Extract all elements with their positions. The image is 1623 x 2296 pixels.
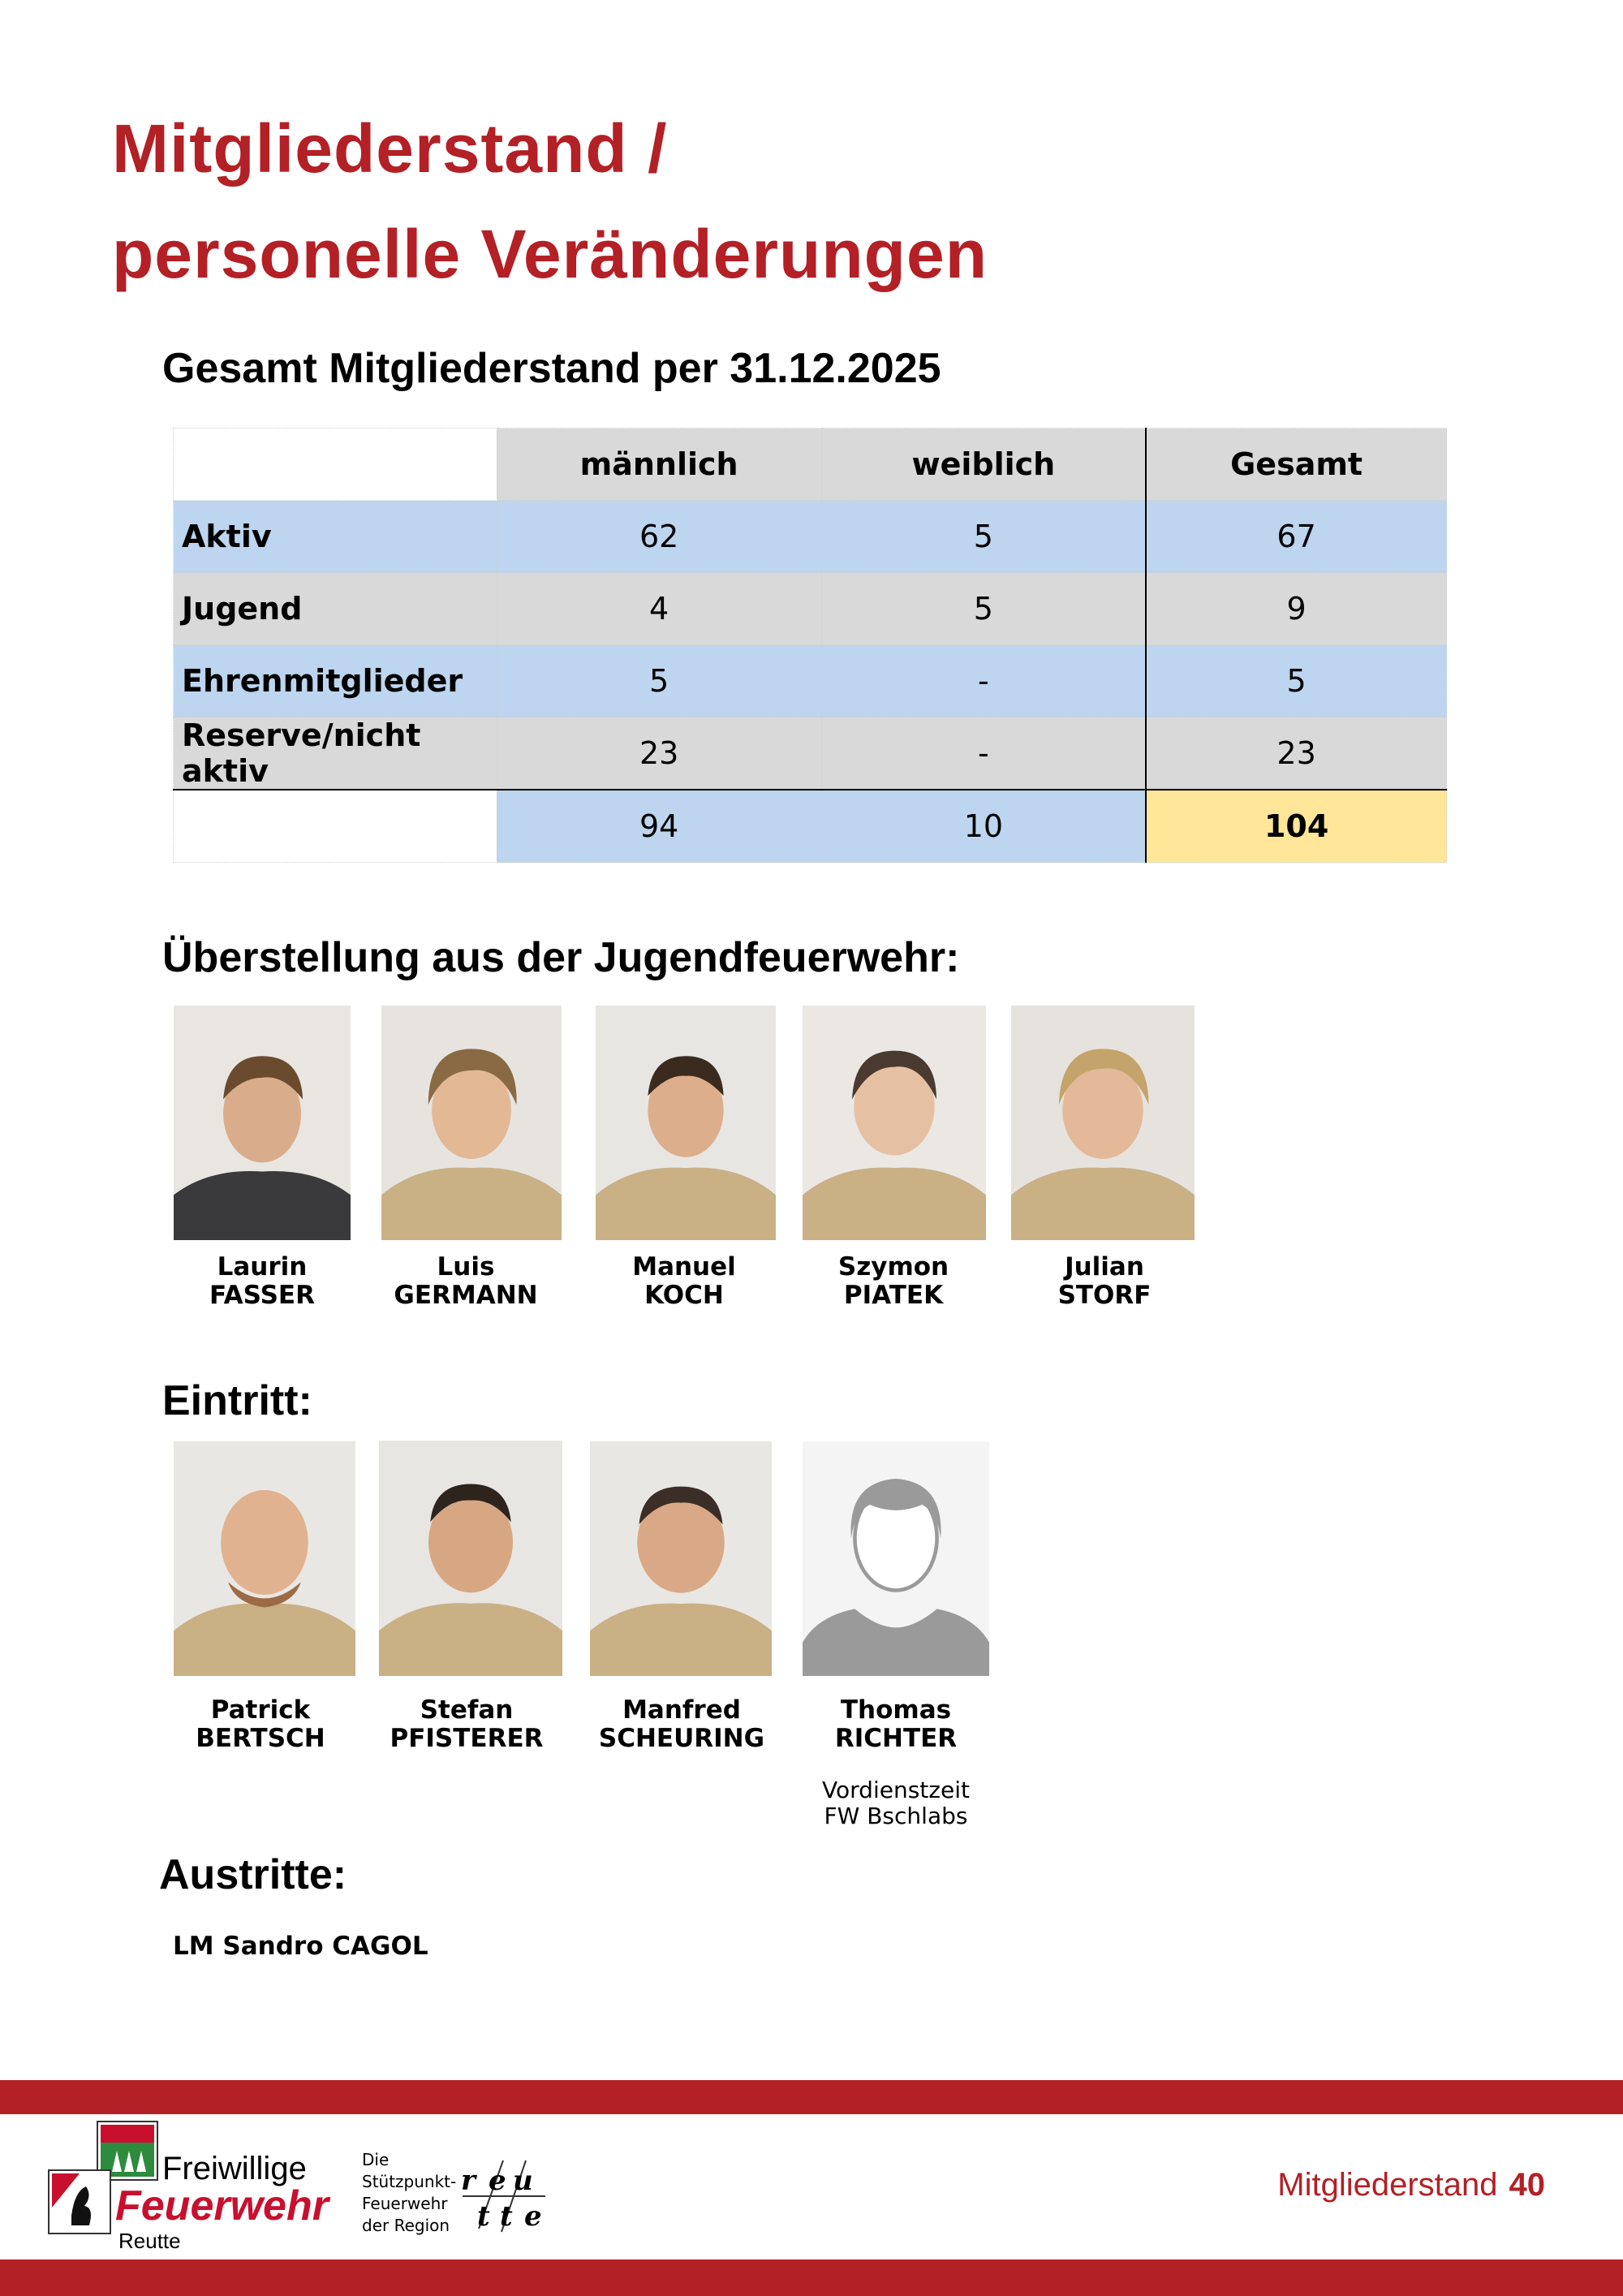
person-photo: [590, 1441, 772, 1676]
cell-total: 9: [1146, 573, 1446, 645]
cell-total: 67: [1146, 501, 1446, 573]
person-photo: [803, 1006, 986, 1240]
logo-text-line2: Feuerwehr: [115, 2182, 329, 2229]
membership-table: [173, 428, 1447, 863]
cell-male: 62: [497, 501, 821, 573]
placeholder-avatar-icon: [803, 1441, 989, 1676]
table-header-row: [174, 429, 1447, 501]
first-name: Szymon: [837, 1252, 949, 1282]
person-note: [774, 1777, 1018, 1829]
transfer-heading: Überstellung aus der Jugendfeuerwehr:: [162, 934, 960, 981]
last-name: STORF: [1057, 1281, 1152, 1310]
cell-male: 23: [497, 717, 821, 790]
person-name: [999, 1253, 1210, 1310]
page-number: 40: [1509, 2167, 1545, 2203]
first-name: Stefan: [420, 1695, 514, 1725]
last-name: FASSER: [209, 1281, 315, 1310]
person-name: [790, 1696, 1001, 1753]
person-name: [157, 1253, 368, 1310]
row-label: Jugend: [174, 573, 497, 645]
first-name: Julian: [1065, 1252, 1144, 1282]
cell-male: 4: [497, 573, 821, 645]
reutte-wordmark-icon: [454, 2156, 552, 2237]
reutte-letter-6: e: [524, 2200, 542, 2233]
table-row: [174, 645, 1447, 717]
person-name: [361, 1696, 572, 1753]
grand-total: 104: [1146, 790, 1446, 863]
person-name: [360, 1253, 571, 1310]
person-name: [576, 1696, 787, 1753]
table-total-row: [174, 790, 1447, 863]
note-line1: Vordienstzeit: [822, 1777, 970, 1803]
table-row: [174, 501, 1447, 573]
cell-male: 5: [497, 645, 821, 717]
person-photo: [174, 1006, 351, 1240]
cell-female: -: [821, 717, 1146, 790]
last-name: GERMANN: [394, 1281, 538, 1310]
person-photo: [379, 1441, 562, 1676]
table-row: [174, 717, 1447, 790]
last-name: RICHTER: [834, 1724, 958, 1753]
page-title-line1: Mitgliederstand /: [112, 110, 668, 187]
last-name: PFISTERER: [390, 1724, 544, 1753]
total-male: 94: [497, 790, 821, 863]
footer-tagline: [362, 2149, 456, 2237]
footer-section-label: [1277, 2167, 1545, 2203]
footer-band-bottom: [0, 2259, 1623, 2296]
first-name: Manfred: [622, 1695, 741, 1725]
person-photo: [174, 1441, 355, 1676]
tagline-line1: Die: [362, 2150, 390, 2169]
footer-band-top: [0, 2080, 1623, 2114]
exit-person: LM Sandro CAGOL: [173, 1932, 428, 1961]
person-photo: [596, 1006, 776, 1240]
tagline-line3: Feuerwehr: [362, 2194, 448, 2213]
last-name: KOCH: [644, 1281, 724, 1310]
total-blank: [174, 790, 497, 863]
person-photo: [1011, 1006, 1195, 1240]
note-line2: FW Bschlabs: [824, 1803, 968, 1829]
column-header-female: weiblich: [821, 429, 1146, 501]
first-name: Manuel: [632, 1252, 736, 1282]
last-name: SCHEURING: [598, 1724, 765, 1753]
person-name: [579, 1253, 790, 1310]
first-name: Thomas: [840, 1695, 952, 1725]
total-female: 10: [821, 790, 1146, 863]
first-name: Patrick: [210, 1695, 311, 1725]
reutte-letter-1: r: [461, 2165, 476, 2197]
footer-section-name: Mitgliederstand: [1277, 2167, 1498, 2203]
row-label: Ehrenmitglieder: [174, 645, 497, 717]
cell-female: 5: [821, 501, 1146, 573]
cell-female: -: [821, 645, 1146, 717]
membership-heading: Gesamt Mitgliederstand per 31.12.2025: [162, 345, 941, 392]
person-photo: [381, 1006, 562, 1240]
tagline-line2: Stützpunkt-: [362, 2172, 457, 2191]
row-label: Aktiv: [174, 501, 497, 573]
exit-heading: Austritte:: [159, 1851, 347, 1898]
reutte-letter-5: t: [500, 2200, 513, 2233]
cell-total: 23: [1146, 717, 1446, 790]
cell-female: 5: [821, 573, 1146, 645]
reutte-letter-2: e: [489, 2165, 506, 2197]
logo-text-line3: Reutte: [118, 2229, 181, 2253]
person-name: [788, 1253, 999, 1310]
page-title-line2: personelle Veränderungen: [112, 216, 988, 292]
reutte-letter-4: t: [477, 2200, 490, 2233]
page-title: [112, 96, 988, 307]
last-name: BERTSCH: [196, 1724, 325, 1753]
column-header-male: männlich: [497, 429, 821, 501]
table-header-blank: [174, 429, 497, 501]
first-name: Luis: [437, 1252, 495, 1282]
row-label: Reserve/nicht aktiv: [174, 717, 497, 790]
first-name: Laurin: [217, 1252, 308, 1282]
last-name: PIATEK: [843, 1281, 944, 1310]
reutte-letter-3: u: [513, 2165, 533, 2197]
table-row: [174, 573, 1447, 645]
cell-total: 5: [1146, 645, 1446, 717]
logo-text-line1: Freiwillige: [162, 2151, 307, 2186]
entry-heading: Eintritt:: [162, 1377, 312, 1424]
column-header-total: Gesamt: [1146, 429, 1446, 501]
tagline-line4: der Region: [362, 2216, 450, 2235]
person-name: [155, 1696, 366, 1753]
